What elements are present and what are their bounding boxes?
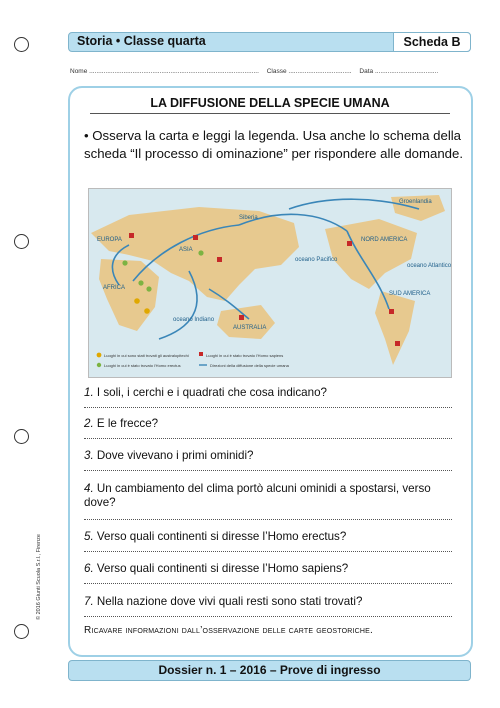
binder-hole-4 bbox=[14, 624, 29, 639]
answer-line-5[interactable] bbox=[84, 550, 452, 552]
legend-homo-erectus: Luoghi in cui è stato trovato l'Homo erectus bbox=[104, 363, 181, 368]
label-europa: EUROPA bbox=[97, 237, 122, 243]
legend-homo-sapiens: Luoghi in cui è stato trovato l'Homo sapiens bbox=[206, 353, 284, 358]
binder-hole-3 bbox=[14, 429, 29, 444]
legend-diffusione: Direzioni della diffusione della specie umana bbox=[210, 363, 289, 368]
class-field[interactable]: Classe ................................... bbox=[266, 68, 352, 75]
binder-hole-1 bbox=[14, 37, 29, 52]
question-1: 1. I soli, i cerchi e i quadrati che cosa indicano? bbox=[84, 386, 327, 399]
question-6: 6. Verso quali continenti si diresse l’Homo sapiens? bbox=[84, 562, 349, 575]
label-groenlandia: Groenlandia bbox=[399, 199, 432, 205]
label-nord-america: NORD AMERICA bbox=[361, 237, 408, 243]
answer-line-3[interactable] bbox=[84, 469, 452, 471]
label-asia: ASIA bbox=[179, 247, 193, 253]
title-underline bbox=[90, 113, 450, 114]
binder-hole-2 bbox=[14, 234, 29, 249]
date-field[interactable]: Data ................................... bbox=[359, 68, 439, 75]
subject-label: Storia • Classe quarta bbox=[77, 34, 206, 48]
answer-line-4[interactable] bbox=[84, 518, 452, 520]
answer-line-7[interactable] bbox=[84, 615, 452, 617]
legend-australopitechi: Luoghi in cui sono stati trovati gli australopitechi bbox=[104, 353, 189, 358]
question-7: 7. Nella nazione dove vivi quali resti sono stati trovati? bbox=[84, 595, 363, 608]
answer-line-1[interactable] bbox=[84, 406, 452, 408]
footer-bar: Dossier n. 1 – 2016 – Prove di ingresso bbox=[68, 660, 471, 681]
label-australia: AUSTRALIA bbox=[233, 325, 267, 331]
label-oceano-atlantico: oceano Atlantico bbox=[407, 263, 451, 269]
question-5: 5. Verso quali continenti si diresse l’Homo erectus? bbox=[84, 530, 347, 543]
question-4: 4. Un cambiamento del clima portò alcuni ominidi a spostarsi, verso dove? bbox=[84, 482, 431, 509]
label-siberia: Siberia bbox=[239, 215, 258, 221]
answer-line-2[interactable] bbox=[84, 437, 452, 439]
page-title: LA DIFFUSIONE DELLA SPECIE UMANA bbox=[150, 96, 390, 110]
world-map-svg bbox=[89, 189, 451, 377]
label-oceano-indiano: oceano Indiano bbox=[173, 317, 215, 323]
instructions: • Osserva la carta e leggi la legenda. Usa anche lo schema della scheda “Il processo di ominazione” per rispondere alle domande. bbox=[84, 128, 463, 161]
scheda-label: Scheda B bbox=[393, 32, 471, 52]
skill-footnote: Ricavare informazioni dall’osservazione delle carte geostoriche. bbox=[84, 625, 374, 636]
world-map bbox=[88, 188, 452, 378]
answer-line-6[interactable] bbox=[84, 582, 452, 584]
question-3: 3. Dove vivevano i primi ominidi? bbox=[84, 449, 254, 462]
copyright-notice: © 2016 Giunti Scuola S.r.l., Firenze bbox=[36, 534, 42, 620]
question-2: 2. E le frecce? bbox=[84, 417, 159, 430]
label-oceano-pacifico: oceano Pacifico bbox=[295, 257, 338, 263]
name-field[interactable]: Nome .............................................................................................. bbox=[70, 68, 259, 75]
label-africa: AFRICA bbox=[103, 285, 126, 291]
student-info-line bbox=[70, 68, 470, 75]
label-sud-america: SUD AMERICA bbox=[389, 291, 431, 297]
header-bar bbox=[68, 32, 471, 52]
